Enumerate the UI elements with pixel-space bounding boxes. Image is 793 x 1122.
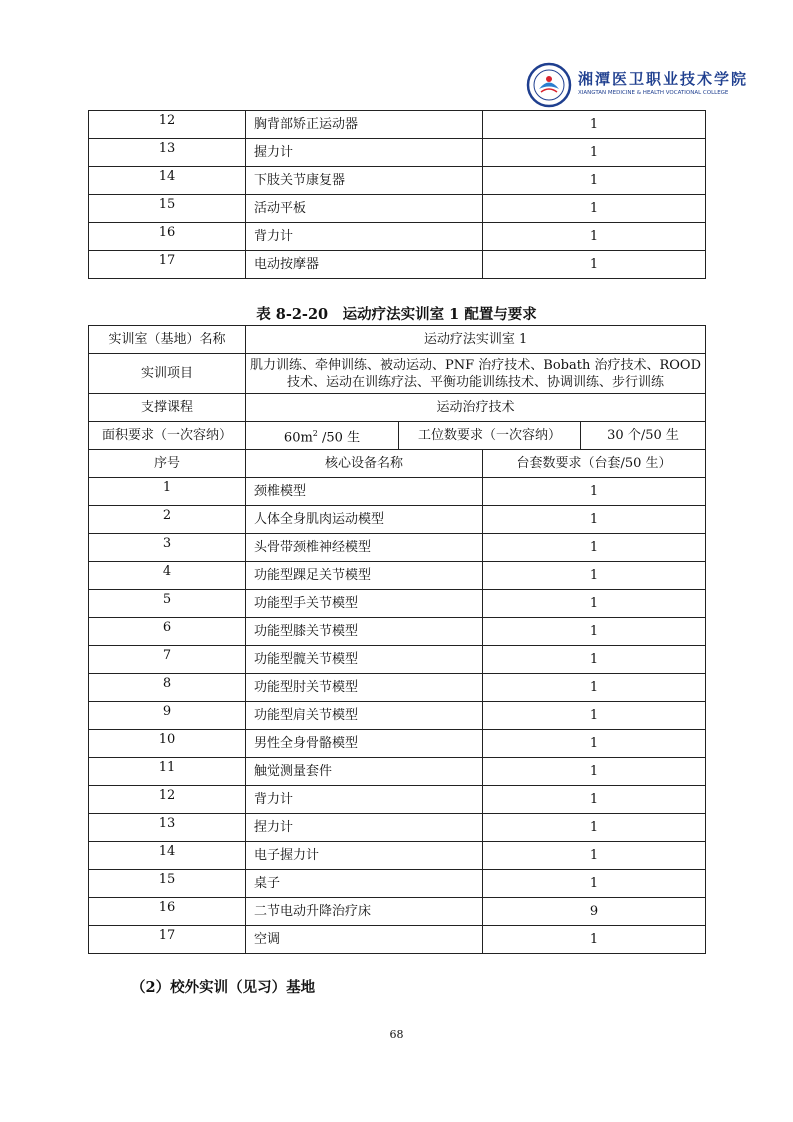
col-qty-header: 台套数要求（台套/50 生） [483, 450, 706, 478]
row-number: 12 [89, 786, 246, 814]
equipment-name: 活动平板 [246, 195, 483, 223]
equipment-qty: 1 [483, 223, 706, 251]
row-number: 13 [89, 814, 246, 842]
row-number: 14 [89, 167, 246, 195]
table-row [89, 786, 706, 814]
equipment-qty: 1 [483, 251, 706, 279]
page-number: 68 [389, 1028, 404, 1041]
equipment-qty: 1 [483, 590, 706, 618]
row-number: 2 [89, 506, 246, 534]
row-number: 6 [89, 618, 246, 646]
equipment-name: 触觉测量套件 [246, 758, 483, 786]
equipment-qty: 1 [483, 926, 706, 954]
table-row [89, 506, 706, 534]
equipment-qty: 1 [483, 646, 706, 674]
col-no-header: 序号 [89, 450, 246, 478]
row-number: 4 [89, 562, 246, 590]
equipment-name: 颈椎模型 [246, 478, 483, 506]
equipment-qty: 1 [483, 758, 706, 786]
row-number: 7 [89, 646, 246, 674]
table-row [89, 139, 706, 167]
table-row [89, 590, 706, 618]
room-name-label: 实训室（基地）名称 [89, 326, 246, 354]
projects-value: 肌力训练、牵伸训练、被动运动、PNF 治疗技术、Bobath 治疗技术、ROOD 技术、运动在训练疗法、平衡功能训练技术、协调训练、步行训练 [246, 354, 706, 394]
table-row [89, 562, 706, 590]
equipment-name: 桌子 [246, 870, 483, 898]
table-row [89, 758, 706, 786]
equipment-qty: 1 [483, 195, 706, 223]
table-title: 表 8-2-20 运动疗法实训室 1 配置与要求 [256, 306, 537, 323]
row-number: 15 [89, 195, 246, 223]
table-row [89, 926, 706, 954]
equipment-qty: 1 [483, 111, 706, 139]
course-label: 支撑课程 [89, 394, 246, 422]
row-number: 14 [89, 842, 246, 870]
equipment-name: 电子握力计 [246, 842, 483, 870]
table-row [89, 251, 706, 279]
table-row [89, 223, 706, 251]
equipment-qty: 1 [483, 786, 706, 814]
area-value-suffix: /50 生 [317, 430, 361, 446]
row-number: 16 [89, 223, 246, 251]
equipment-qty: 1 [483, 167, 706, 195]
projects-row [89, 354, 706, 394]
equipment-name: 功能型肘关节模型 [246, 674, 483, 702]
equipment-table-continued [88, 110, 706, 279]
equipment-qty: 1 [483, 506, 706, 534]
equipment-name: 功能型手关节模型 [246, 590, 483, 618]
table-row [89, 195, 706, 223]
area-row [89, 422, 706, 450]
table-row [89, 730, 706, 758]
equipment-name: 背力计 [246, 786, 483, 814]
area-label: 面积要求（一次容纳） [89, 422, 246, 450]
table-row [89, 111, 706, 139]
station-value: 30 个/50 生 [581, 422, 706, 450]
table-row [89, 702, 706, 730]
equipment-qty: 1 [483, 870, 706, 898]
equipment-qty: 1 [483, 842, 706, 870]
header-row [89, 450, 706, 478]
logo-english-name: XIANGTAN MEDICINE & HEALTH VOCATIONAL COLLEGE [578, 90, 729, 96]
equipment-qty: 1 [483, 534, 706, 562]
row-number: 13 [89, 139, 246, 167]
equipment-name: 背力计 [246, 223, 483, 251]
equipment-name: 捏力计 [246, 814, 483, 842]
row-number: 5 [89, 590, 246, 618]
table-row [89, 534, 706, 562]
course-value: 运动治疗技术 [246, 394, 706, 422]
area-value [246, 422, 399, 450]
equipment-name: 胸背部矫正运动器 [246, 111, 483, 139]
table-row [89, 674, 706, 702]
projects-label: 实训项目 [89, 354, 246, 394]
row-number: 12 [89, 111, 246, 139]
equipment-name: 二节电动升降治疗床 [246, 898, 483, 926]
equipment-name: 头骨带颈椎神经模型 [246, 534, 483, 562]
table-row [89, 814, 706, 842]
row-number: 8 [89, 674, 246, 702]
equipment-name: 功能型髋关节模型 [246, 646, 483, 674]
college-emblem-icon [526, 62, 572, 108]
area-value-prefix: 60m [283, 430, 313, 446]
equipment-qty: 1 [483, 618, 706, 646]
table-row [89, 618, 706, 646]
table-row [89, 478, 706, 506]
table-row [89, 842, 706, 870]
room-name-value: 运动疗法实训室 1 [246, 326, 706, 354]
equipment-name: 空调 [246, 926, 483, 954]
equipment-qty: 1 [483, 139, 706, 167]
college-logo [522, 62, 749, 110]
course-row [89, 394, 706, 422]
station-label: 工位数要求（一次容纳） [399, 422, 581, 450]
room-name-row [89, 326, 706, 354]
equipment-name: 电动按摩器 [246, 251, 483, 279]
row-number: 1 [89, 478, 246, 506]
equipment-name: 功能型膝关节模型 [246, 618, 483, 646]
area-value-sup: 2 [312, 428, 318, 438]
equipment-name: 男性全身骨骼模型 [246, 730, 483, 758]
section-heading: （2）校外实训（见习）基地 [131, 979, 316, 996]
equipment-name: 握力计 [246, 139, 483, 167]
equipment-name: 下肢关节康复器 [246, 167, 483, 195]
equipment-qty: 9 [483, 898, 706, 926]
row-number: 16 [89, 898, 246, 926]
row-number: 17 [89, 926, 246, 954]
equipment-qty: 1 [483, 702, 706, 730]
equipment-name: 人体全身肌肉运动模型 [246, 506, 483, 534]
equipment-name: 功能型踝足关节模型 [246, 562, 483, 590]
equipment-qty: 1 [483, 478, 706, 506]
row-number: 15 [89, 870, 246, 898]
equipment-qty: 1 [483, 674, 706, 702]
logo-chinese-name: 湘潭医卫职业技术学院 [578, 70, 749, 88]
table-row [89, 167, 706, 195]
col-name-header: 核心设备名称 [246, 450, 483, 478]
training-room-config-table [88, 325, 706, 954]
equipment-qty: 1 [483, 562, 706, 590]
row-number: 10 [89, 730, 246, 758]
row-number: 3 [89, 534, 246, 562]
equipment-qty: 1 [483, 730, 706, 758]
row-number: 17 [89, 251, 246, 279]
equipment-qty: 1 [483, 814, 706, 842]
table-row [89, 870, 706, 898]
row-number: 9 [89, 702, 246, 730]
table-row [89, 646, 706, 674]
row-number: 11 [89, 758, 246, 786]
equipment-name: 功能型肩关节模型 [246, 702, 483, 730]
table-row [89, 898, 706, 926]
